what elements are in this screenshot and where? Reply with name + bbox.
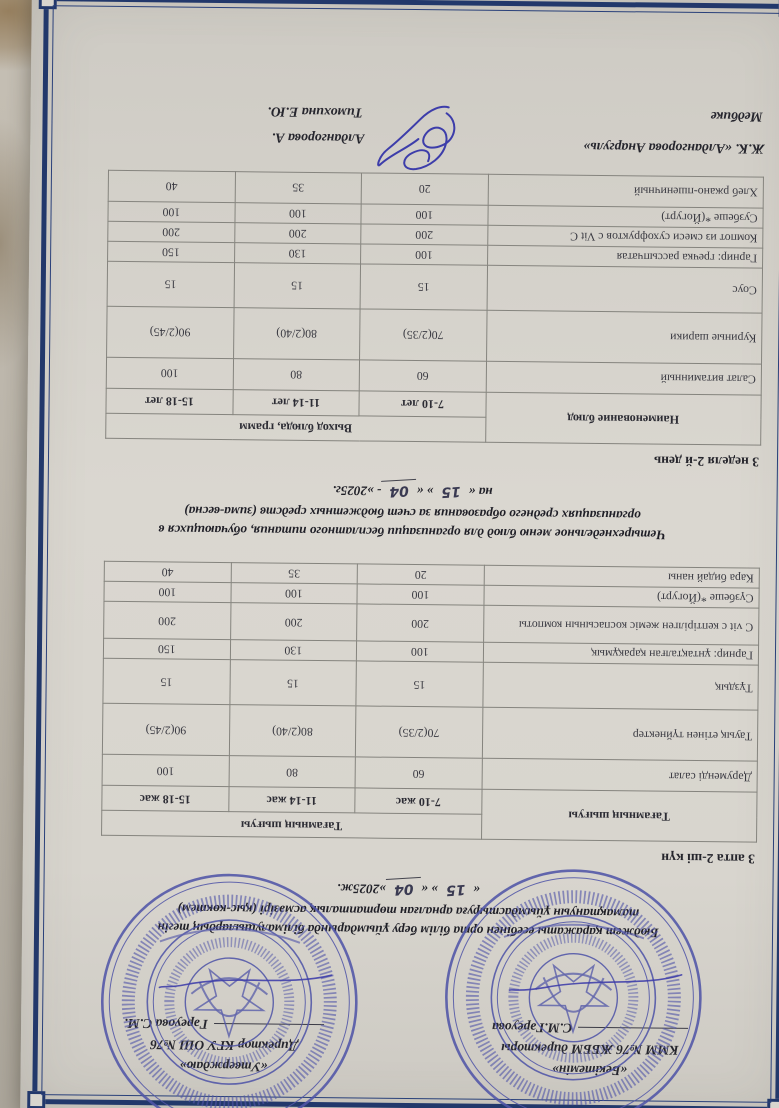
- dish-value: 200: [357, 604, 484, 642]
- dish-name: Сүзбеше *(Йогурт): [484, 586, 760, 609]
- table-row: [102, 704, 757, 762]
- dish-value: 100: [108, 201, 235, 222]
- dish-name: Дәруменді салат: [482, 759, 758, 793]
- table-row: [104, 602, 759, 646]
- dish-value: 40: [108, 170, 235, 202]
- dish-name: Компот из смеси сухофруктов с Vit C: [487, 225, 763, 248]
- dish-name: Тауық етінен түйнектер: [482, 708, 758, 762]
- dish-value: 15: [234, 262, 361, 308]
- dish-value: 200: [230, 603, 357, 641]
- handwritten-day: 15: [445, 880, 466, 898]
- dish-value: 100: [104, 582, 231, 603]
- dish-value: 15: [103, 659, 230, 705]
- dish-name: Соус: [487, 265, 763, 313]
- dish-name: Гарнир: гречка рассыпчатая: [487, 245, 763, 268]
- vendor-signature-name: Алдангорова А.: [271, 130, 365, 147]
- ru-menu-table: [105, 170, 764, 446]
- date-text: »2025ж.: [336, 880, 386, 897]
- ru-merged-header: Выход блюда, грамм: [106, 413, 486, 442]
- dish-value: 70(2/35): [355, 706, 482, 758]
- ru-title-line1: Четырехнедельное меню блюд для организации бесплатного питания, обучающихся в: [158, 522, 667, 544]
- dish-value: 100: [356, 641, 483, 662]
- approval-name-kk: С.М.Гәреуова: [491, 1020, 573, 1036]
- date-text: » «: [416, 484, 434, 500]
- dish-value: 150: [108, 241, 235, 262]
- dish-value: 80: [233, 358, 360, 390]
- dish-value: 100: [106, 357, 233, 389]
- dish-name: С vit с кептірілген жеміс коспасынын компоты: [483, 606, 759, 646]
- dish-name: Куриные шарики: [486, 310, 762, 364]
- kk-title-line2: тамақтануын ұйымдастыруға арналған төртапталық асмәзірі (қыс-көктем): [177, 901, 640, 922]
- dish-value: 100: [357, 584, 484, 605]
- dish-value: 100: [102, 755, 229, 787]
- date-text: на «: [468, 484, 493, 500]
- approval-header: [59, 956, 756, 1081]
- dish-value: 40: [104, 562, 231, 583]
- kk-age-col: 15-18 жас: [102, 786, 229, 812]
- handwritten-month: 04: [381, 479, 418, 502]
- ru-week-day: 3 неделя 2-й день: [653, 453, 760, 470]
- dish-value: 20: [361, 173, 488, 205]
- dish-value: 15: [356, 661, 483, 707]
- dish-value: 200: [361, 224, 488, 245]
- dish-name: Кара бидай наны: [484, 566, 760, 589]
- kk-title-line1: Бюджет қаражаты есебінен орта білім беру ұйымдарында білімалушылардың тегін: [157, 920, 659, 941]
- dish-value: 200: [104, 602, 231, 640]
- ru-age-col: 11-14 лет: [233, 389, 360, 415]
- document-paper: [20, 0, 779, 1108]
- dish-value: 70(2/35): [360, 309, 487, 361]
- dish-value: 100: [361, 204, 488, 225]
- approval-org-ru: Директор КГУ ОШ №76: [149, 1037, 298, 1054]
- dish-value: 90(2/45): [107, 306, 234, 358]
- dish-name: Гарнир: ұнтақталған қарақұмық: [483, 643, 759, 666]
- dish-value: 60: [359, 360, 486, 392]
- ru-age-col: 15-18 лет: [106, 388, 233, 414]
- dish-value: 100: [235, 202, 362, 223]
- footer-signatures: [68, 79, 765, 160]
- ru-age-col: 7-10 лет: [359, 391, 486, 417]
- approval-org-kk: КММ №76 ЖББМ директоры: [500, 1041, 679, 1058]
- table-row: [103, 659, 758, 711]
- dish-value: 15: [107, 261, 234, 307]
- table-row: [107, 261, 762, 313]
- ru-title-line2: организациях среднего образования за счет бюджетных средств (зима-весна): [184, 503, 641, 524]
- approval-title-ru: «Утверждаю»: [179, 1058, 268, 1075]
- ru-col-name-header: Наименование блюд: [485, 392, 761, 445]
- ru-menu-title: [64, 476, 761, 546]
- dish-name: Салат витаминный: [486, 361, 762, 395]
- ru-date-line: [65, 476, 761, 505]
- dish-value: 130: [234, 242, 361, 263]
- approval-title-kk: «Бекітемін»: [551, 1062, 628, 1079]
- kk-col-name-header: Тағамның шығуы: [481, 790, 757, 843]
- dish-value: 20: [357, 564, 484, 585]
- dish-value: 200: [234, 222, 361, 243]
- dish-value: 90(2/45): [102, 704, 229, 756]
- approval-name-ru: Гәреуова С.М.: [124, 1016, 208, 1033]
- dish-value: 80(2/40): [229, 705, 356, 757]
- dish-name: Тұздық: [483, 663, 759, 711]
- date-text: » «: [421, 881, 438, 898]
- kk-week-day: 3 апта 2-ші күн: [661, 851, 755, 868]
- vendor-label: Ж.К. «Алдангорова Анаргуль»: [583, 139, 765, 157]
- dish-value: 100: [231, 583, 358, 604]
- dish-name: Сузбеше *(Йогурт): [488, 205, 764, 228]
- dish-value: 150: [103, 639, 230, 660]
- dish-value: 60: [355, 757, 482, 789]
- dish-value: 130: [230, 640, 357, 661]
- nurse-role: Медбике: [710, 108, 763, 125]
- dish-value: 15: [229, 660, 356, 706]
- dish-value: 35: [231, 563, 358, 584]
- pen-signature-stroke: [505, 965, 685, 997]
- kk-menu-table: [101, 561, 760, 843]
- document-content: [58, 4, 765, 1097]
- table-row: [107, 306, 762, 364]
- kk-age-col: 11-14 жас: [228, 787, 355, 813]
- dish-value: 200: [108, 221, 235, 242]
- kk-age-col: 7-10 жас: [355, 788, 482, 814]
- dish-value: 100: [361, 244, 488, 265]
- dish-value: 35: [235, 171, 362, 203]
- kk-merged-header: Тағамның шығуы: [102, 811, 482, 840]
- dish-value: 80(2/40): [233, 307, 360, 359]
- dish-name: Хлеб ржано-пшеничный: [488, 174, 764, 208]
- handwritten-day: 15: [440, 482, 462, 501]
- date-text: «: [473, 882, 481, 898]
- handwritten-month: 04: [385, 876, 422, 899]
- pen-signature-stroke: [155, 963, 335, 995]
- date-text: - »2025г.: [332, 483, 382, 499]
- nurse-signature-name: Тимохина Е.Ю.: [267, 104, 363, 121]
- pen-signature: [366, 100, 477, 179]
- dish-value: 80: [229, 756, 356, 788]
- dish-value: 15: [360, 264, 487, 310]
